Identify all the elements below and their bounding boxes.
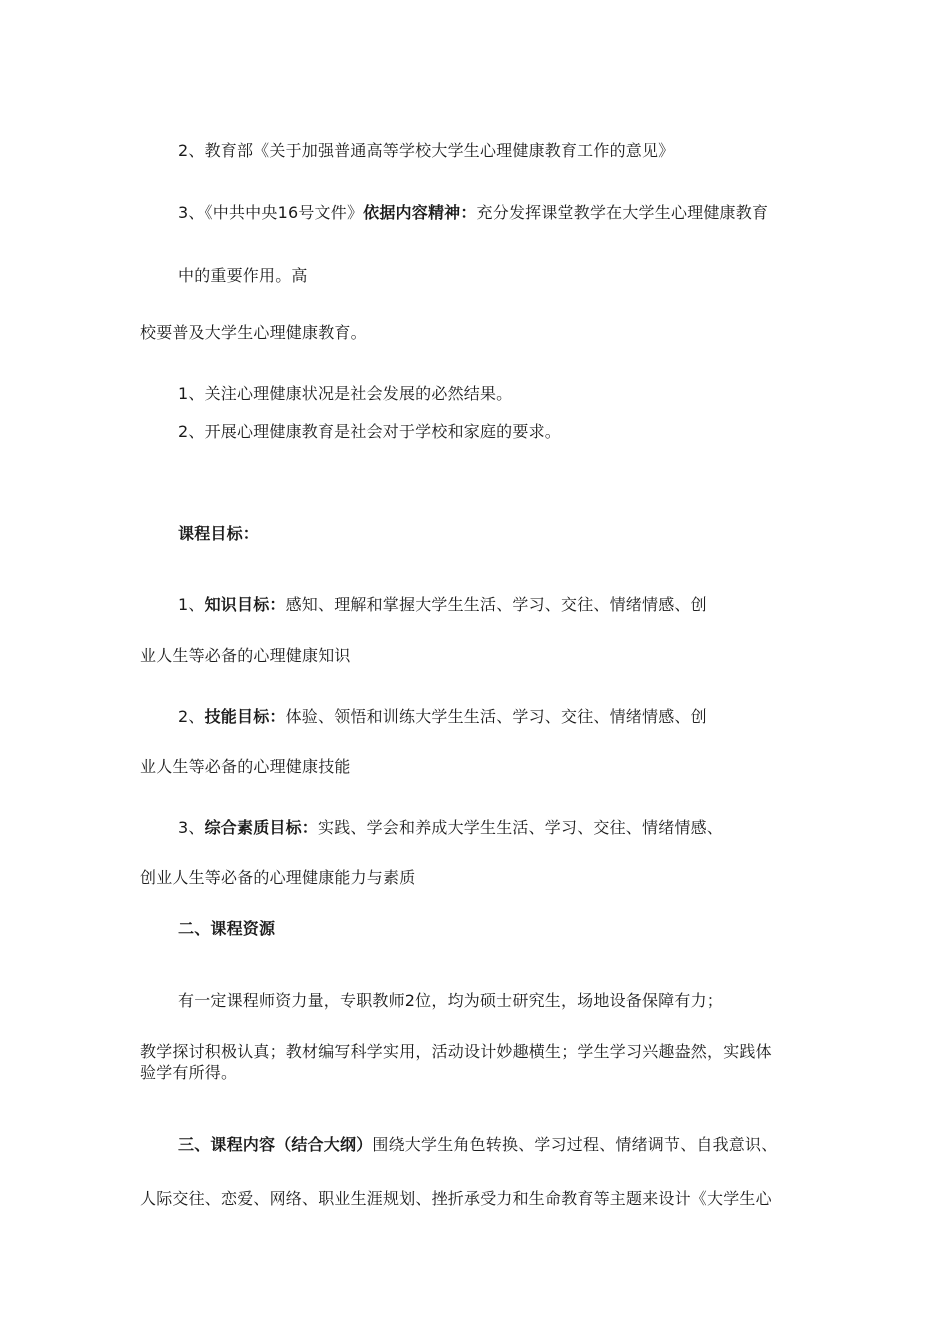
- basis-item-3-bold: 依据内容精神：: [363, 203, 477, 222]
- resources-paragraph-line-1: 有一定课程师资力量，专职教师2位，均为硕士研究生，场地设备保障有力；: [178, 991, 723, 1010]
- necessity-item-2: 2、开展心理健康教育是社会对于学校和家庭的要求。: [178, 422, 561, 441]
- goal-quality-continuation: 创业人生等必备的心理健康能力与素质: [140, 868, 416, 887]
- goal-knowledge-text: 感知、理解和掌握大学生生活、学习、交往、情绪情感、创: [285, 595, 707, 614]
- goal-quality-text: 实践、学会和养成大学生生活、学习、交往、情绪情感、: [318, 818, 724, 837]
- goal-knowledge: [178, 594, 707, 616]
- goal-knowledge-label: 知识目标：: [204, 595, 286, 614]
- goal-quality-label: 综合素质目标：: [204, 818, 318, 837]
- goal-quality: [178, 817, 723, 839]
- goal-skill-label: 技能目标：: [204, 707, 286, 726]
- goals-heading: 课程目标：: [178, 524, 260, 543]
- basis-item-3-continuation-2: 校要普及大学生心理健康教育。: [140, 323, 367, 342]
- goal-quality-num: 3、: [178, 818, 205, 837]
- resources-paragraph-line-2: 教学探讨积极认真；教材编写科学实用，活动设计妙趣横生；学生学习兴趣盎然，实践体: [140, 1042, 772, 1061]
- basis-item-3-rest: 充分发挥课堂教学在大学生心理健康教育: [476, 203, 769, 222]
- resources-heading: 二、课程资源: [178, 919, 276, 938]
- basis-item-2: 2、教育部《关于加强普通高等学校大学生心理健康教育工作的意见》: [178, 141, 675, 160]
- content-paragraph-line-2: 人际交往、恋爱、网络、职业生涯规划、挫折承受力和生命教育等主题来设计《大学生心: [140, 1189, 772, 1208]
- goal-knowledge-continuation: 业人生等必备的心理健康知识: [140, 646, 351, 665]
- content-heading: 三、课程内容（结合大纲）: [178, 1135, 373, 1154]
- basis-item-3: [178, 202, 768, 224]
- goal-skill-continuation: 业人生等必备的心理健康技能: [140, 757, 351, 776]
- basis-item-3-continuation: 中的重要作用。高: [178, 266, 308, 285]
- goal-skill-text: 体验、领悟和训练大学生生活、学习、交往、情绪情感、创: [285, 707, 707, 726]
- resources-paragraph-line-3: 验学有所得。: [140, 1063, 238, 1082]
- necessity-item-1: 1、关注心理健康状况是社会发展的必然结果。: [178, 384, 513, 403]
- goal-skill: [178, 706, 707, 728]
- goal-knowledge-num: 1、: [178, 595, 205, 614]
- content-paragraph-line-1: [178, 1134, 777, 1156]
- goal-skill-num: 2、: [178, 707, 205, 726]
- basis-item-3-prefix: 3、《中共中央16号文件》: [178, 203, 364, 222]
- content-text: 围绕大学生角色转换、学习过程、情绪调节、自我意识、: [372, 1135, 778, 1154]
